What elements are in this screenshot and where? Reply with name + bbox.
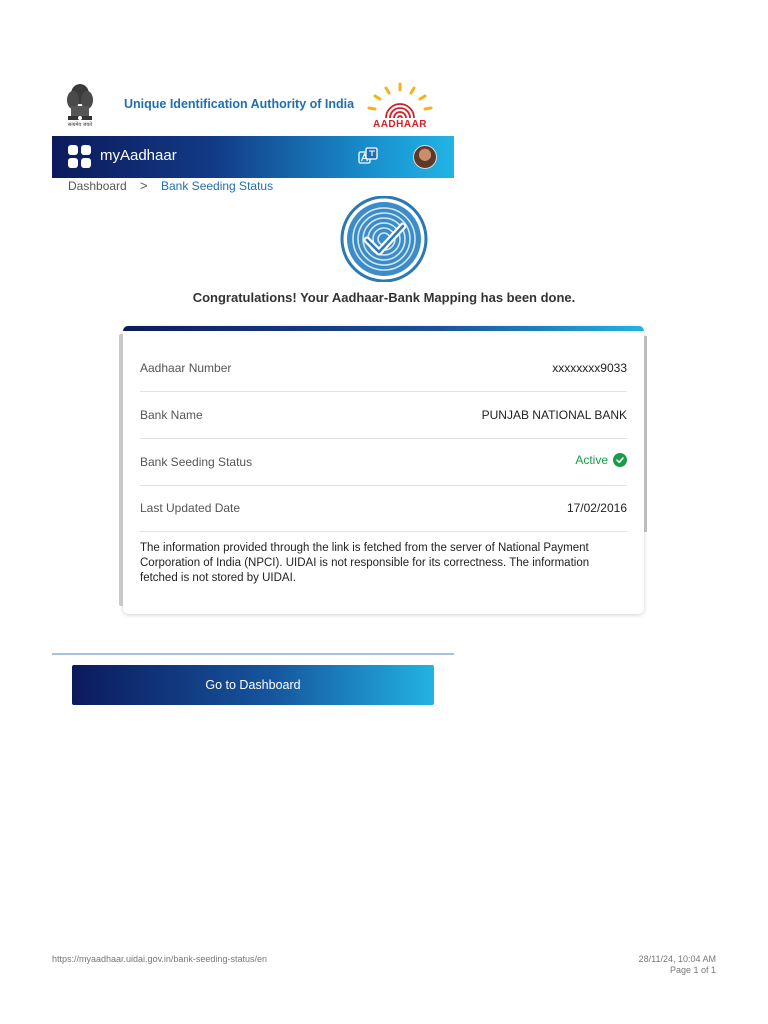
detail-row-aadhaar-number xyxy=(140,345,627,392)
aadhaar-logo xyxy=(364,82,436,130)
status-badge xyxy=(575,453,627,467)
detail-row-last-updated xyxy=(140,485,627,532)
card-edge-shade xyxy=(119,334,123,606)
status-text: Active xyxy=(575,453,608,467)
user-avatar[interactable] xyxy=(413,145,437,169)
breadcrumb-chevron-icon: > xyxy=(140,178,148,193)
breadcrumb-dashboard[interactable]: Dashboard xyxy=(68,179,127,193)
detail-value: xxxxxxxx9033 xyxy=(552,361,627,375)
aadhaar-logo-text: AADHAAR xyxy=(372,119,428,130)
national-emblem-icon xyxy=(64,80,96,132)
detail-row-bank-name xyxy=(140,392,627,439)
detail-label: Last Updated Date xyxy=(140,501,241,515)
translate-icon[interactable] xyxy=(358,147,378,167)
detail-label: Bank Seeding Status xyxy=(140,455,253,469)
page-url: https://myaadhaar.uidai.gov.in/bank-seeding-status/en xyxy=(52,954,267,964)
emblem-caption: सत्यमेव जयते xyxy=(67,122,93,128)
detail-label: Aadhaar Number xyxy=(140,361,232,375)
detail-label: Bank Name xyxy=(140,408,203,422)
detail-row-seeding-status xyxy=(140,439,627,486)
app-header-bar xyxy=(52,136,454,178)
fingerprint-check-icon xyxy=(337,196,431,282)
breadcrumb-current: Bank Seeding Status xyxy=(161,179,274,193)
success-message: Congratulations! Your Aadhaar-Bank Mapping has been done. xyxy=(192,290,576,305)
detail-value: PUNJAB NATIONAL BANK xyxy=(481,408,627,422)
go-to-dashboard-button[interactable]: Go to Dashboard xyxy=(72,665,434,705)
card-accent-bar xyxy=(123,326,644,331)
app-title[interactable]: myAadhaar xyxy=(100,147,177,164)
section-divider xyxy=(52,653,454,655)
detail-value: 17/02/2016 xyxy=(566,501,627,515)
check-circle-icon xyxy=(613,453,627,467)
org-name: Unique Identification Authority of India xyxy=(124,97,355,111)
print-timestamp: 28/11/24, 10:04 AM xyxy=(638,954,716,964)
npci-disclaimer: The information provided through the link is fetched from the server of National Payment Corporation of India (NPCI). UIDAI is not responsible for its correctness. The information fetched is not stored by UIDAI. xyxy=(140,542,590,584)
bank-seeding-details-card xyxy=(123,326,644,614)
app-menu-icon[interactable] xyxy=(68,145,92,169)
page-number: Page 1 of 1 xyxy=(669,965,716,975)
print-footer xyxy=(639,954,716,976)
card-scrollbar[interactable] xyxy=(644,336,647,532)
